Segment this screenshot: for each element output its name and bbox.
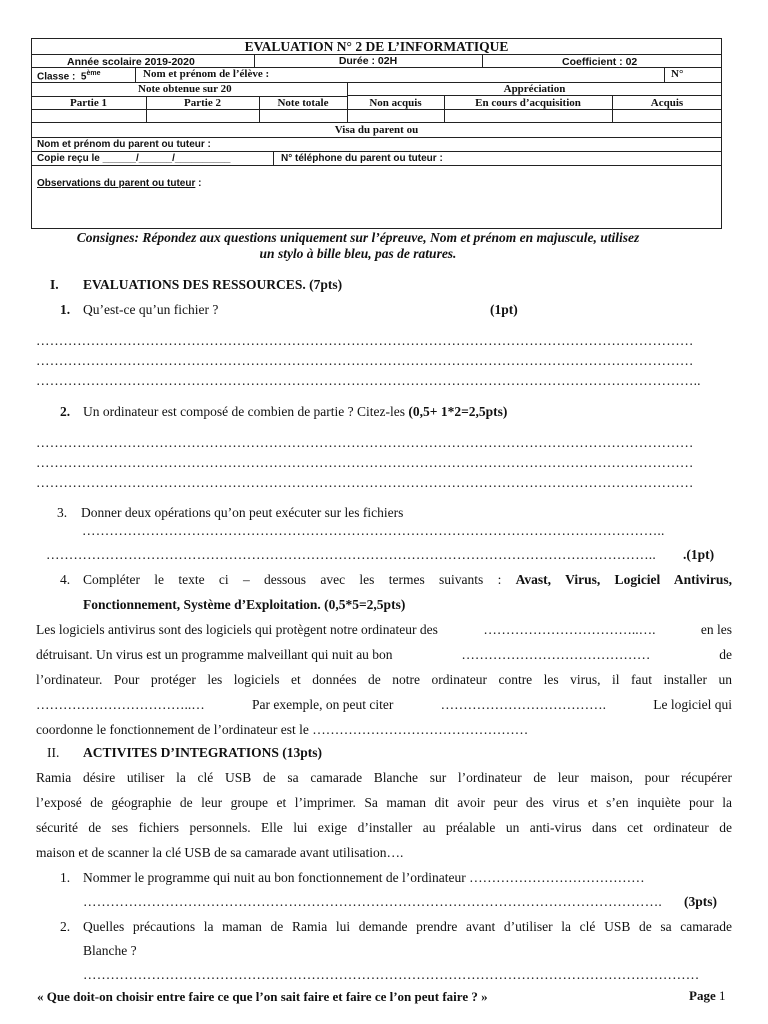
- duree: Durée : 02H: [338, 55, 398, 67]
- s2-q2-text: Quelles précautions la maman de Ramia lui demande prendre avant d’utiliser la clé USB de sa camarade: [83, 919, 732, 934]
- q4-terms: Fonctionnement, Système d’Exploitation. (0,5*5=2,5pts): [83, 597, 406, 612]
- q2-text: Un ordinateur est composé de combien de partie ? Citez-les (0,5+ 1*2=2,5pts): [83, 404, 508, 419]
- q4-fill-line-3: l’ordinateur. Pour protéger les logiciels et données de notre ordinateur contre les virus, il faut installer un: [36, 672, 732, 687]
- q1-points: (1pt): [490, 302, 518, 317]
- observations-label: Observations du parent ou tuteur :: [37, 178, 202, 189]
- answer-line[interactable]: ………………………………………………………………………………………………………………………………: [36, 455, 694, 470]
- s2-q1-text: Nommer le programme qui nuit au bon fonctionnement de l’ordinateur …………………………………: [83, 870, 645, 885]
- answer-line[interactable]: ……………………………………………………………………………………………………………….: [83, 894, 662, 909]
- q4-fill-line-5: coordonne le fonctionnement de l’ordinateur est le …………………………………………: [36, 722, 529, 737]
- answer-line[interactable]: ………………………………………………………………………………………………………………………………: [36, 435, 694, 450]
- blank[interactable]: …………………………………: [469, 870, 645, 885]
- section-2-title: ACTIVITES D’INTEGRATIONS (13pts): [83, 745, 323, 760]
- s2-q2-text-2: Blanche ?: [83, 943, 137, 958]
- s2-q1-points: (3pts): [684, 894, 717, 909]
- section-2-numeral: II.: [47, 745, 60, 760]
- q1-number: 1.: [60, 302, 71, 317]
- s2-q1-number: 1.: [60, 870, 71, 885]
- annee-scolaire: Année scolaire 2019-2020: [67, 56, 195, 68]
- visa-parent: Visa du parent ou: [334, 124, 419, 136]
- blank[interactable]: ……………………………..….: [483, 622, 656, 637]
- exam-title: EVALUATION N° 2 DE L’INFORMATIQUE: [244, 39, 509, 54]
- answer-line[interactable]: ………………………………………………………………………………………………………………………………: [36, 333, 694, 348]
- non-acquis-header: Non acquis: [369, 97, 422, 109]
- nom-parent-label: Nom et prénom du parent ou tuteur :: [37, 139, 211, 150]
- q3-points: .(1pt): [683, 547, 715, 562]
- note-totale-header: Note totale: [277, 97, 329, 109]
- q4-fill-line-4: ……………………………..… Par exemple, on peut citer ………………………………. Le logiciel qui: [36, 697, 732, 712]
- page-number: Page 1: [689, 988, 726, 1003]
- blank[interactable]: ……………………………….: [440, 697, 606, 712]
- q3-text: Donner deux opérations qu’on peut exécuter sur les fichiers: [81, 505, 404, 520]
- answer-line[interactable]: ………………………………………………………………………………………………………………..: [82, 523, 665, 538]
- answer-line[interactable]: ………………………………………………………………………………………………………………………………..: [36, 373, 701, 388]
- answer-line[interactable]: ………………………………………………………………………………………………………………………: [83, 967, 700, 982]
- numero-label: N°: [671, 68, 684, 80]
- appreciation-label: Appréciation: [503, 83, 566, 95]
- q2-number: 2.: [60, 404, 71, 419]
- answer-line[interactable]: ……………………………………………………………………………………………………………………..: [46, 547, 656, 562]
- section-1-title: EVALUATIONS DES RESSOURCES. (7pts): [83, 277, 343, 292]
- q4-fill-line-1: Les logiciels antivirus sont des logiciels qui protègent notre ordinateur des ……………………………..…. en les: [36, 622, 732, 637]
- q4-fill-line-2: détruisant. Un virus est un programme malveillant qui nuit au bon …………………………………… de: [36, 647, 732, 662]
- blank[interactable]: ……………………………………: [461, 647, 651, 662]
- q4-intro: Compléter le texte ci – dessous avec les termes suivants : Avast, Virus, Logiciel Antivirus,: [83, 572, 733, 587]
- blank[interactable]: ……………………………..…: [36, 697, 205, 712]
- q1-text: Qu’est-ce qu’un fichier ?: [83, 302, 219, 317]
- acquis-header: Acquis: [650, 97, 684, 109]
- s2-q2-number: 2.: [60, 919, 71, 934]
- blank[interactable]: …………………………………………: [312, 722, 529, 737]
- answer-line[interactable]: ………………………………………………………………………………………………………………………………: [36, 475, 694, 490]
- telephone-parent-label: N° téléphone du parent ou tuteur :: [281, 153, 443, 164]
- consignes: Consignes: Répondez aux questions uniquement sur l’épreuve, Nom et prénom en majuscule, utilisez un stylo à bille bleu, pas de ratures.: [76, 230, 640, 261]
- classe: Classe : 5ème: [37, 70, 101, 83]
- en-cours-header: En cours d’acquisition: [475, 97, 581, 109]
- footer-quote: « Que doit-on choisir entre faire ce que l’on sait faire et faire ce l’on peut faire ? »: [37, 989, 488, 1004]
- q3-number: 3.: [57, 505, 68, 520]
- section-1-numeral: I.: [50, 277, 59, 292]
- copie-recu-label: Copie reçu le ______/______/__________: [37, 153, 231, 164]
- answer-line[interactable]: ………………………………………………………………………………………………………………………………: [36, 353, 694, 368]
- partie-1-header: Partie 1: [70, 97, 107, 109]
- partie-2-header: Partie 2: [184, 97, 221, 109]
- coefficient: Coefficient : 02: [562, 56, 638, 68]
- note-sur-20: Note obtenue sur 20: [138, 83, 232, 95]
- q4-number: 4.: [60, 572, 71, 587]
- nom-eleve-label: Nom et prénom de l’élève :: [143, 68, 270, 80]
